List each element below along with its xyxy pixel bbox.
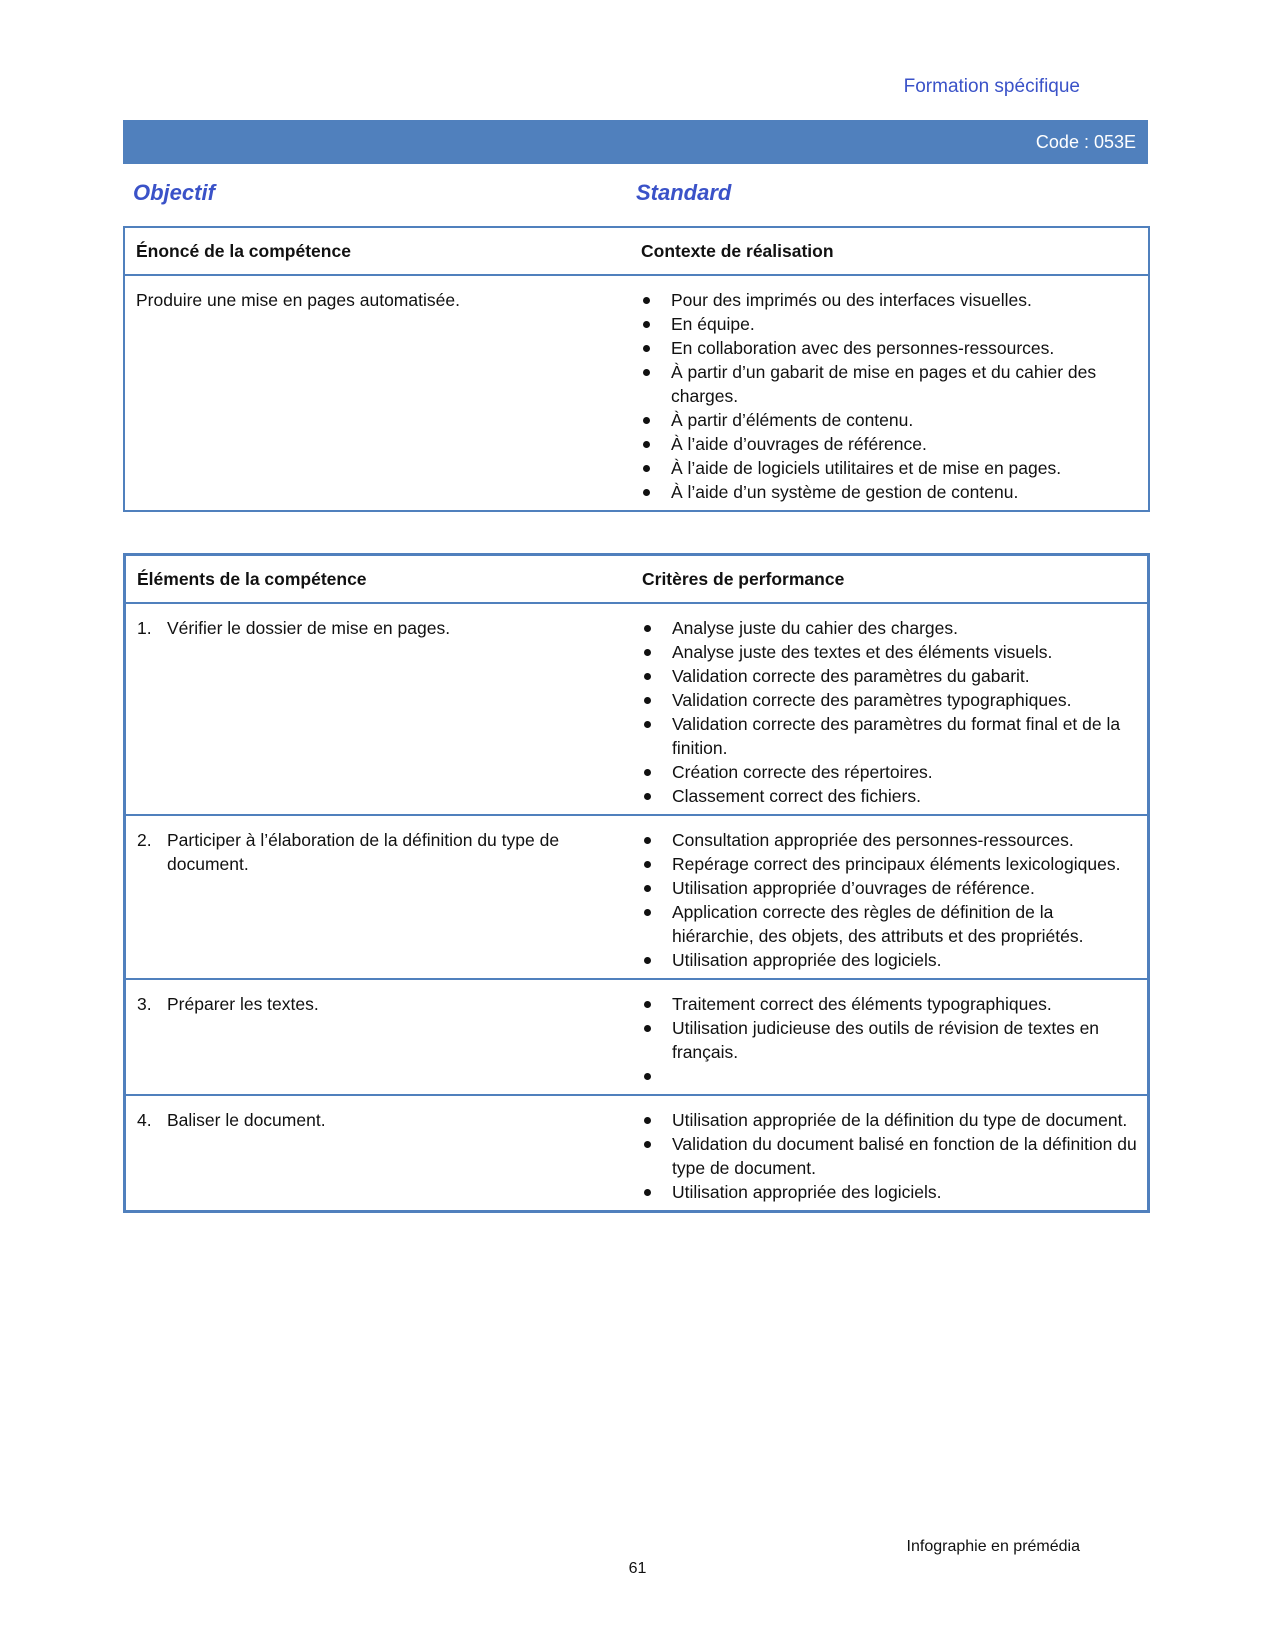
element-text: Baliser le document. — [167, 1110, 326, 1130]
element-number: 4. — [137, 1110, 152, 1130]
bullet-icon — [644, 1025, 651, 1032]
context-item: En équipe. — [641, 312, 1138, 336]
bullet-icon — [644, 721, 651, 728]
bullet-icon — [644, 649, 651, 656]
bullet-icon — [644, 673, 651, 680]
code-banner — [123, 120, 1148, 164]
context-list — [641, 288, 1138, 504]
elements-header: Éléments de la compétence — [125, 555, 643, 604]
bullet-icon — [644, 909, 651, 916]
element-row — [125, 815, 1149, 979]
criteria-item: Traitement correct des éléments typographiques. — [642, 992, 1137, 1016]
footer-program-name: Infographie en prémédia — [906, 1538, 1080, 1555]
section-title-standard: Standard — [636, 180, 732, 205]
bullet-icon — [643, 489, 650, 496]
criteria-item: Consultation appropriée des personnes-ressources. — [642, 828, 1137, 852]
context-item: Pour des imprimés ou des interfaces visuelles. — [641, 288, 1138, 312]
criteria-item: Validation correcte des paramètres typographiques. — [642, 688, 1137, 712]
competence-statement-header: Énoncé de la compétence — [124, 227, 641, 275]
bullet-icon — [644, 625, 651, 632]
element-number: 2. — [137, 830, 152, 850]
element-text: Vérifier le dossier de mise en pages. — [167, 618, 451, 638]
program-code: Code : 053E — [1035, 132, 1136, 152]
bullet-icon — [644, 1117, 651, 1124]
bullet-icon — [644, 793, 651, 800]
bullet-icon — [644, 957, 651, 964]
criteria-item: Repérage correct des principaux éléments lexicologiques. — [642, 852, 1137, 876]
element-row — [125, 1095, 1149, 1212]
competence-table-header — [124, 227, 1149, 275]
criteria-list — [642, 616, 1137, 808]
bullet-icon — [644, 885, 651, 892]
bullet-icon — [644, 697, 651, 704]
bullet-icon — [643, 321, 650, 328]
bullet-icon — [643, 465, 650, 472]
element-number: 3. — [137, 994, 152, 1014]
element-label — [137, 992, 642, 1016]
criteria-item — [642, 1064, 1137, 1088]
criteria-item: Classement correct des fichiers. — [642, 784, 1137, 808]
element-row — [125, 603, 1149, 815]
element-row — [125, 979, 1149, 1095]
context-item: En collaboration avec des personnes-ressources. — [641, 336, 1138, 360]
criteria-list — [642, 828, 1137, 972]
bullet-icon — [643, 345, 650, 352]
criteria-item: Utilisation appropriée d’ouvrages de référence. — [642, 876, 1137, 900]
criteria-item: Validation du document balisé en fonction de la définition du type de document. — [642, 1132, 1137, 1180]
running-header: Formation spécifique — [903, 76, 1080, 97]
bullet-icon — [643, 441, 650, 448]
criteria-item: Utilisation appropriée des logiciels. — [642, 1180, 1137, 1204]
bullet-icon — [644, 1141, 651, 1148]
criteria-header: Critères de performance — [642, 555, 1149, 604]
bullet-icon — [644, 1073, 651, 1080]
bullet-icon — [644, 1001, 651, 1008]
criteria-list — [642, 1108, 1137, 1204]
criteria-item: Analyse juste des textes et des éléments visuels. — [642, 640, 1137, 664]
bullet-icon — [643, 369, 650, 376]
criteria-item: Validation correcte des paramètres du format final et de la finition. — [642, 712, 1137, 760]
criteria-item: Création correcte des répertoires. — [642, 760, 1137, 784]
competence-statement: Produire une mise en pages automatisée. — [136, 290, 460, 310]
context-item: À partir d’éléments de contenu. — [641, 408, 1138, 432]
bullet-icon — [644, 861, 651, 868]
criteria-item: Analyse juste du cahier des charges. — [642, 616, 1137, 640]
criteria-item: Validation correcte des paramètres du gabarit. — [642, 664, 1137, 688]
criteria-item: Utilisation judicieuse des outils de révision de textes en français. — [642, 1016, 1137, 1064]
criteria-item: Utilisation appropriée de la définition du type de document. — [642, 1108, 1137, 1132]
elements-table — [123, 553, 1150, 1213]
element-text: Participer à l’élaboration de la définition du type de document. — [167, 830, 560, 874]
criteria-item: Application correcte des règles de définition de la hiérarchie, des objets, des attributs et des propriétés. — [642, 900, 1137, 948]
context-item: À l’aide d’un système de gestion de contenu. — [641, 480, 1138, 504]
element-text: Préparer les textes. — [167, 994, 319, 1014]
page-number: 61 — [628, 1560, 647, 1577]
bullet-icon — [644, 837, 651, 844]
context-item: À l’aide d’ouvrages de référence. — [641, 432, 1138, 456]
context-item: À l’aide de logiciels utilitaires et de mise en pages. — [641, 456, 1138, 480]
section-title-objectif: Objectif — [133, 180, 215, 205]
bullet-icon — [643, 417, 650, 424]
competence-table-row — [124, 275, 1149, 511]
element-label — [137, 1108, 642, 1132]
context-header: Contexte de réalisation — [641, 227, 1149, 275]
elements-table-header — [125, 555, 1149, 604]
criteria-item: Utilisation appropriée des logiciels. — [642, 948, 1137, 972]
bullet-icon — [644, 769, 651, 776]
element-label — [137, 828, 642, 876]
bullet-icon — [644, 1189, 651, 1196]
competence-table — [123, 226, 1150, 512]
bullet-icon — [643, 297, 650, 304]
context-item: À partir d’un gabarit de mise en pages et du cahier des charges. — [641, 360, 1138, 408]
criteria-list — [642, 992, 1137, 1088]
element-number: 1. — [137, 618, 152, 638]
element-label — [137, 616, 642, 640]
